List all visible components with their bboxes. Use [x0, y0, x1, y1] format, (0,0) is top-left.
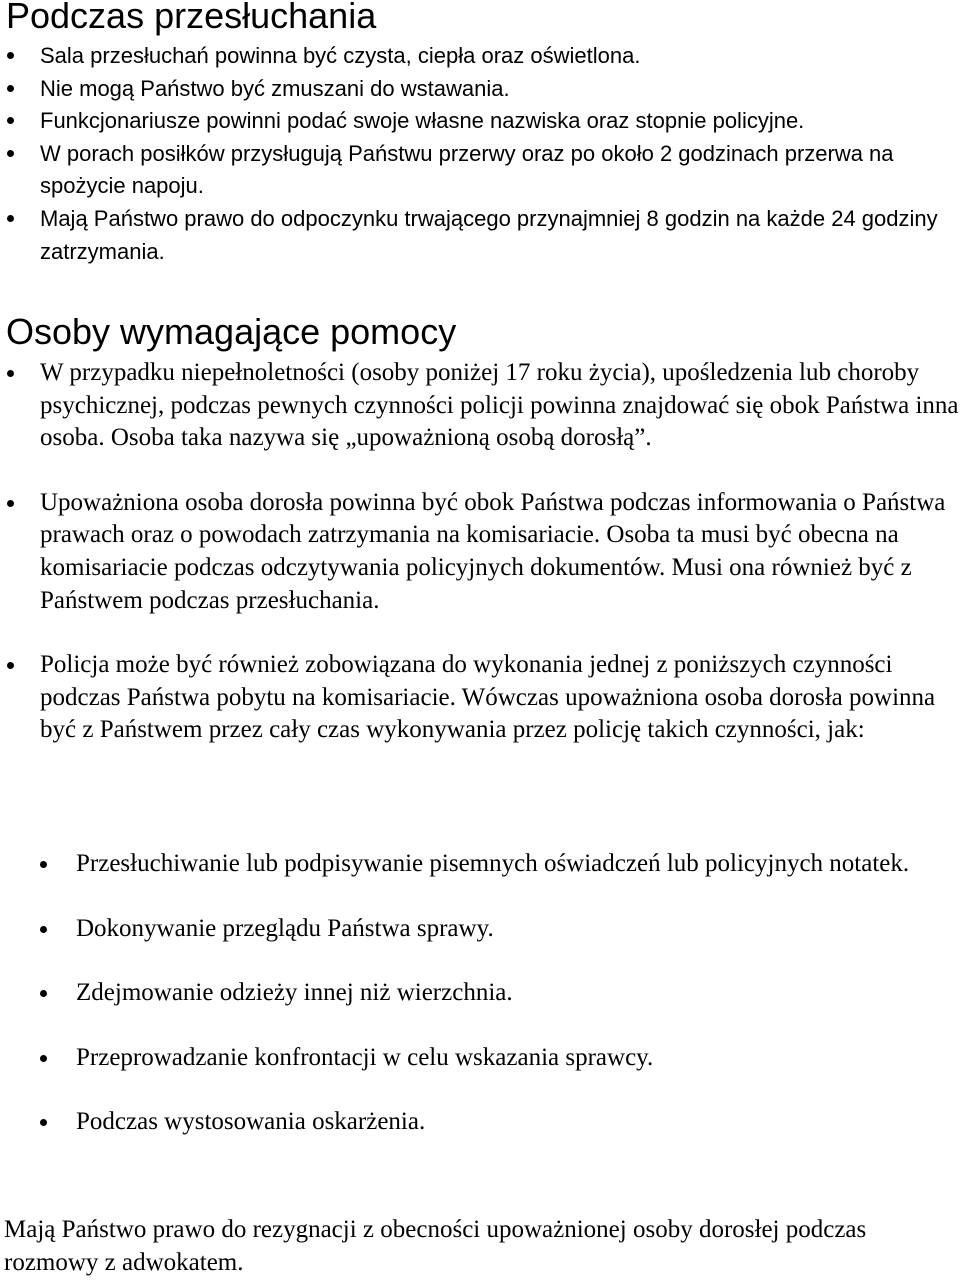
bullet-icon	[7, 85, 14, 92]
police-activities-sublist	[0, 848, 960, 1139]
list-item	[0, 105, 960, 138]
section-heading-podczas-przesluchania: Podczas przesłuchania	[6, 0, 377, 36]
bullet-icon	[7, 215, 14, 222]
sublist-item	[0, 1042, 960, 1075]
bullet-icon	[7, 117, 14, 124]
rights-during-interrogation-list	[0, 40, 960, 268]
list-item-text: Mają Państwo prawo do odpoczynku trwającego przynajmniej 8 godzin na każde 24 godziny zatrzymania.	[40, 205, 938, 264]
bullet-icon	[40, 1055, 47, 1062]
bullet-icon	[7, 370, 14, 377]
list-item	[0, 138, 960, 203]
list-item-text: W przypadku niepełnoletności (osoby poniżej 17 roku życia), upośledzenia lub choroby psychicznej, podczas pewnych czynności policji powinna znajdować się obok Państwa inna osoba. Osoba taka nazywa się „upoważnioną osobą dorosłą”.	[40, 359, 959, 452]
list-item	[0, 487, 960, 617]
list-item	[0, 203, 960, 268]
closing-paragraph: Mają Państwo prawo do rezygnacji z obecności upoważnionej osoby dorosłej podczas rozmowy z adwokatem.	[4, 1216, 867, 1276]
list-item	[0, 73, 960, 106]
list-item-text: Upoważniona osoba dorosła powinna być obok Państwa podczas informowania o Państwa prawach oraz o powodach zatrzymania na komisariacie. Osoba ta musi być obecna na komisariacie podczas odczytywania policyjnych dokumentów. Musi ona również być z Państwem podczas przesłuchania.	[40, 488, 946, 614]
list-item-text: Funkcjonariusze powinni podać swoje własne nazwiska oraz stopnie policyjne.	[40, 108, 805, 134]
list-item	[0, 649, 960, 747]
list-item-text: Policja może być również zobowiązana do wykonania jednej z poniższych czynności podczas Państwa pobytu na komisariacie. Wówczas upoważniona osoba dorosła powinna być z Państwem przez cały czas wykonywania przez policję takich czynności, jak:	[40, 651, 936, 744]
sublist-item	[0, 848, 960, 881]
list-item	[0, 357, 960, 455]
bullet-icon	[7, 662, 14, 669]
list-item-text: Sala przesłuchań powinna być czysta, ciepła oraz oświetlona.	[40, 43, 641, 68]
sublist-item-text: Przesłuchiwanie lub podpisywanie pisemnych oświadczeń lub policyjnych notatek.	[76, 850, 910, 877]
section-heading-osoby-wymagajace-pomocy: Osoby wymagające pomocy	[6, 311, 457, 352]
list-item-text: W porach posiłków przysługują Państwu przerwy oraz po około 2 godzinach przerwa na spożycie napoju.	[40, 140, 894, 199]
bullet-icon	[40, 861, 47, 868]
persons-needing-help-list	[0, 357, 960, 747]
sublist-item-text: Dokonywanie przeglądu Państwa sprawy.	[76, 914, 494, 942]
list-item-text: Nie mogą Państwo być zmuszani do wstawania.	[40, 75, 510, 101]
bullet-icon	[7, 52, 14, 59]
sublist-item	[0, 1106, 960, 1139]
bullet-icon	[40, 990, 47, 997]
bullet-icon	[40, 926, 47, 933]
bullet-icon	[7, 500, 14, 507]
bullet-icon	[40, 1119, 47, 1126]
sublist-item-text: Przeprowadzanie konfrontacji w celu wskazania sprawcy.	[76, 1043, 654, 1071]
sublist-item-text: Zdejmowanie odzieży innej niż wierzchnia.	[76, 979, 513, 1007]
sublist-item	[0, 977, 960, 1010]
list-item	[0, 40, 960, 73]
sublist-item	[0, 913, 960, 946]
sublist-item-text: Podczas wystosowania oskarżenia.	[76, 1108, 426, 1136]
bullet-icon	[7, 150, 14, 157]
